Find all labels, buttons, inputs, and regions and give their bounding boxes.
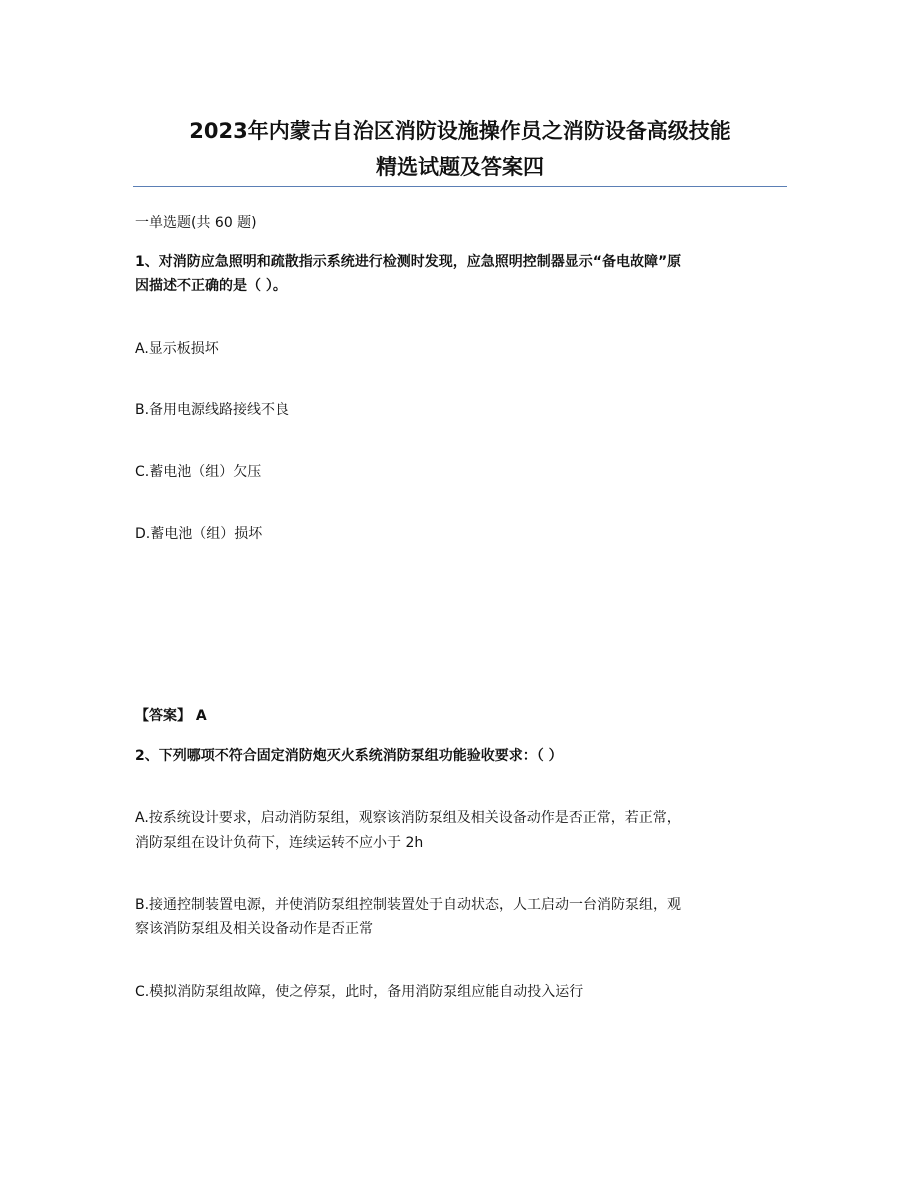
question-2-option-a-line-1: A.按系统设计要求，启动消防泵组，观察该消防泵组及相关设备动作是否正常，若正常， [135, 810, 681, 826]
question-1-option-c: C.蓄电池（组）欠压 [135, 464, 262, 480]
question-1-option-b: B.备用电源线路接线不良 [135, 402, 290, 418]
question-1-option-a: A.显示板损坏 [135, 341, 219, 357]
section-heading: 一单选题(共 60 题) [135, 215, 257, 231]
question-2-option-a-line-2: 消防泵组在设计负荷下，连续运转不应小于 2h [135, 835, 424, 851]
question-2-option-b-line-2: 察该消防泵组及相关设备动作是否正常 [135, 921, 373, 937]
question-2-stem: 2、下列哪项不符合固定消防炮灭火系统消防泵组功能验收要求：（ ） [135, 748, 563, 764]
question-1-option-d: D.蓄电池（组）损坏 [135, 526, 263, 542]
question-2-option-b-line-1: B.接通控制装置电源，并使消防泵组控制装置处于自动状态，人工启动一台消防泵组，观 [135, 897, 682, 913]
question-1-stem-line-1: 1、对消防应急照明和疏散指示系统进行检测时发现，应急照明控制器显示“备电故障”原 [135, 254, 682, 270]
question-1-answer: 【答案】 A [135, 708, 207, 724]
question-1-stem-line-2: 因描述不正确的是（ ）。 [135, 278, 287, 294]
title-divider [133, 186, 787, 187]
document-title-line-1: 2023年内蒙古自治区消防设施操作员之消防设备高级技能 [189, 119, 731, 143]
document-title-line-2: 精选试题及答案四 [376, 155, 544, 179]
question-2-option-c: C.模拟消防泵组故障，使之停泵，此时，备用消防泵组应能自动投入运行 [135, 984, 584, 1000]
